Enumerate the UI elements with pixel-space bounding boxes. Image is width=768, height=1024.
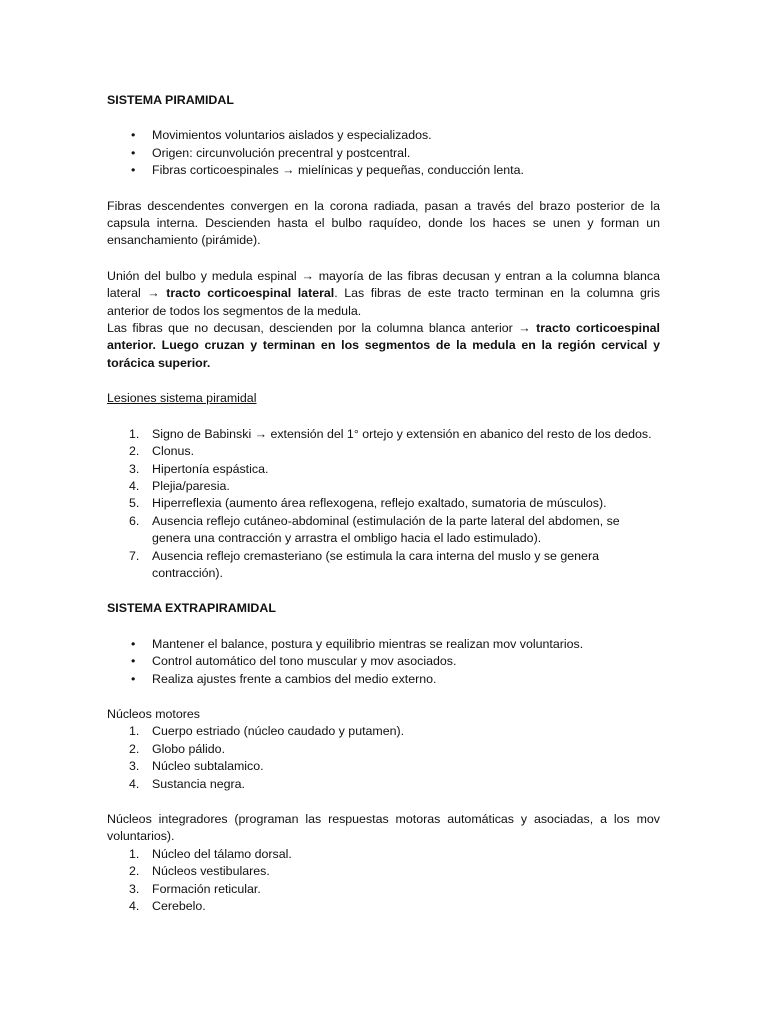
list-item: • Realiza ajustes frente a cambios del medio externo.: [107, 671, 660, 688]
list-item: 2. Globo pálido.: [129, 741, 226, 756]
paragraph-no-decusan: Las fibras que no decusan, descienden por la columna blanca anterior → tracto corticoespinal anterior. Luego cruzan y terminan en los segmentos de la medula en la región cervical y torácica superior.: [107, 321, 660, 370]
list-item: 1. Signo de Babinski → extensión del 1° ortejo y extensión en abanico del resto de los dedos.: [129, 426, 652, 441]
list-item: 3. Hipertonía espástica.: [129, 461, 269, 476]
integradores-list: [107, 846, 660, 916]
list-item: 1. Cuerpo estriado (núcleo caudado y putamen).: [129, 724, 405, 739]
subsection-title-motores: Núcleos motores: [107, 706, 200, 721]
list-item: • Origen: circunvolución precentral y postcentral.: [107, 145, 660, 162]
extrapiramidal-bullet-list: [107, 636, 660, 688]
section-title-extrapiramidal: SISTEMA EXTRAPIRAMIDAL: [107, 601, 276, 616]
term-corticoespinal-lateral: tracto corticoespinal lateral: [166, 286, 335, 301]
lesiones-list: [107, 426, 660, 583]
list-item: 4. Plejia/paresia.: [129, 478, 230, 493]
list-item: 2. Núcleos vestibulares.: [129, 864, 270, 879]
list-item: • Fibras corticoespinales → mielínicas y pequeñas, conducción lenta.: [107, 162, 660, 179]
list-item: 5. Hiperreflexia (aumento área reflexogena, reflejo exaltado, sumatoria de músculos).: [129, 496, 607, 511]
list-item: 2. Clonus.: [129, 444, 195, 459]
list-item: 4. Cerebelo.: [129, 899, 206, 914]
paragraph-union: Unión del bulbo y medula espinal → mayoría de las fibras decusan y entran a la columna blanca lateral → tracto corticoespinal lateral. Las fibras de este tracto terminan en la columna gris anterior de todos los segmentos de la medula.: [107, 268, 660, 318]
list-item: • Movimientos voluntarios aislados y especializados.: [107, 127, 660, 144]
paragraph-fibras: Fibras descendentes convergen en la corona radiada, pasan a través del brazo posterior de la capsula interna. Descienden hasta el bulbo raquídeo, donde los haces se unen y forman un ensanchamiento (pirámide).: [107, 198, 660, 248]
list-item: 7. Ausencia reflejo cremasteriano (se estimula la cara interna del muslo y se genera contracción).: [129, 548, 599, 580]
section-title-piramidal: SISTEMA PIRAMIDAL: [107, 93, 234, 107]
list-item: 4. Sustancia negra.: [129, 776, 245, 791]
subsection-title-integradores: Núcleos integradores (programan las respuestas motoras automáticas y asociadas, a los mov voluntarios).: [107, 812, 660, 844]
motores-list: [107, 723, 660, 793]
list-item: 1. Núcleo del tálamo dorsal.: [129, 846, 292, 861]
list-item: 3. Formación reticular.: [129, 881, 261, 896]
subsection-title-lesiones: Lesiones sistema piramidal: [107, 391, 257, 406]
piramidal-bullet-list: [107, 127, 660, 179]
list-item: 3. Núcleo subtalamico.: [129, 759, 264, 774]
list-item: • Mantener el balance, postura y equilibrio mientras se realizan mov voluntarios.: [107, 636, 660, 653]
list-item: 6. Ausencia reflejo cutáneo-abdominal (estimulación de la parte lateral del abdomen, se genera una contracción y arrastra el ombligo hacia el lado estimulado).: [129, 513, 620, 546]
term-corticoespinal-anterior: tracto corticoespinal anterior: [107, 321, 660, 353]
list-item: • Control automático del tono muscular y mov asociados.: [107, 653, 660, 670]
